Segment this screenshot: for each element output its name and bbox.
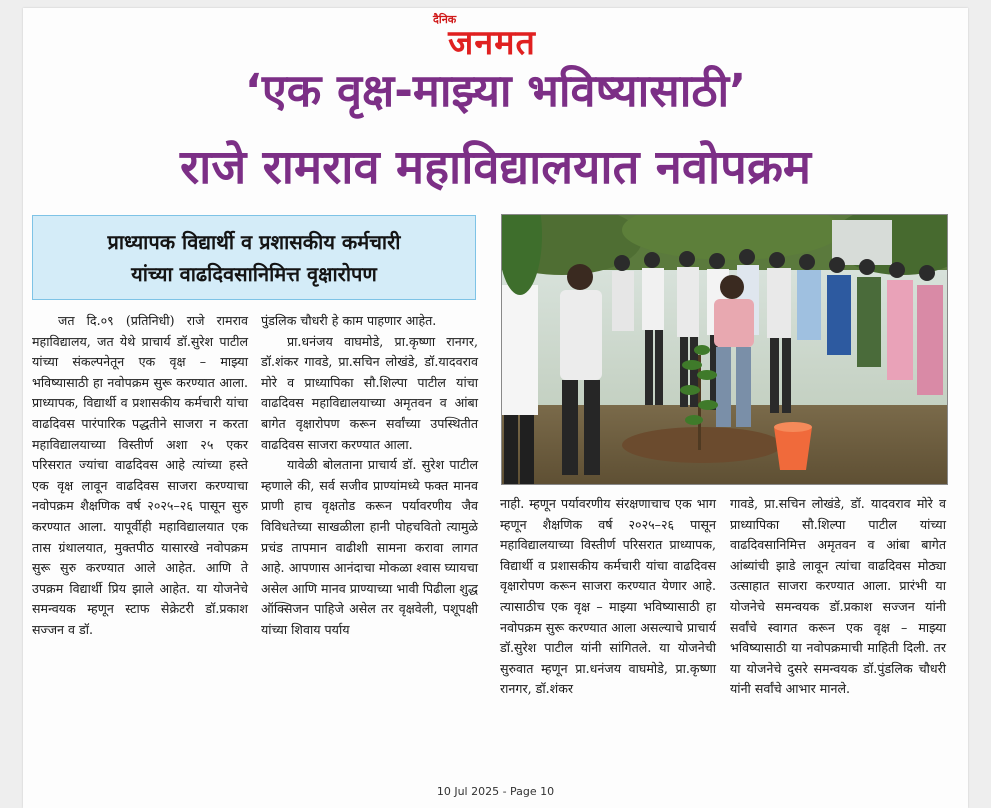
tree-plantation-photo [501, 214, 948, 485]
masthead [397, 12, 597, 64]
headline-line-2: राजे रामराव महाविद्यालयात नवोपक्रम [179, 140, 812, 195]
article-column-1 [32, 311, 248, 641]
masthead-daily-label: दैनिक [433, 13, 457, 26]
subheadline-line-2: यांच्या वाढदिवसानिमित्त वृक्षारोपण [131, 262, 377, 286]
article-paragraph: प्रा.धनंजय वाघमोडे, प्रा.कृष्णा रानगर, डॉ.शंकर गावडे, प्रा.सचिन लोखंडे, डॉ.यादवराव मोरे व प्राध्यापिका सौ.शिल्पा पाटील यांचा वाढदिवस महाविद्यालयाच्या अमृतवन व आंबा बागेत वृक्षारोपण करून सर्वांच्या उपस्थितीत वाढदिवस साजरा करण्यात आला. [261, 333, 478, 452]
article-paragraph: पुंडलिक चौधरी हे काम पाहणार आहेत. [261, 313, 437, 328]
article-paragraph: यावेळी बोलताना प्राचार्य डॉ. सुरेश पाटील म्हणाले की, सर्व सजीव प्राण्यांमध्ये फक्त मानव प्राणी हाच वृक्षतोड करून पर्यावरणीय जैव विविधतेच्या साखळीला हानी पोहचवितो त्यामुळे प्रचंड तापमान वाढीशी सामना करावा लागत आहे. आपणास आनंदाचा मोकळा श्वास घ्यायचा असेल आणि मानव प्राण्याच्या भावी पिढीला शुद्ध ऑक्सिजन पाहिजे असेल तर वृक्षवेली, पशूपक्षी यांच्या शिवाय पर्याय [261, 457, 478, 637]
headline-line-1: ‘एक वृक्ष-माझ्या भविष्यासाठी’ [244, 64, 747, 117]
article-paragraph: गावडे, प्रा.सचिन लोखंडे, डॉ. यादवराव मोरे व प्राध्यापिका सौ.शिल्पा पाटील यांच्या वाढदिवसानिमित्त अमृतवन व आंबा बागेत आंब्यांची झाडे लावून त्यांचा वाढदिवस मोठ्या उत्साहात साजरा करण्यात आला. प्रारंभी या योजनेचे समन्वयक डॉ.प्रकाश सज्जन यांनी सर्वांचे स्वागत करून एक वृक्ष – माझ्या भविष्यासाठी या नवोपक्रमाची माहिती दिली. तर या योजनेचे दुसरे समन्वयक डॉ.पुंडलिक चौधरी यांनी सर्वांचे आभार मानले. [730, 496, 946, 697]
masthead-logo: जनमत [448, 23, 536, 63]
page-footer: 10 Jul 2025 - Page 10 [436, 785, 555, 798]
article-column-2 [261, 311, 478, 641]
photo-illustration [502, 215, 948, 485]
subheadline-line-1: प्राध्यापक विद्यार्थी व प्रशासकीय कर्मचारी [107, 230, 401, 254]
article-column-4 [730, 494, 946, 700]
article-paragraph: जत दि.०९ (प्रतिनिधी) राजे रामराव महाविद्यालय, जत येथे प्राचार्य डॉ.सुरेश पाटील यांच्या संकल्पनेतून एक वृक्ष – माझ्या भविष्यासाठी हा नवोपक्रम सुरू करण्यात आला. प्राध्यापक, विद्यार्थी व प्रशासकीय कर्मचारी यांचा वाढदिवस पारंपारिक पद्धतीने साजरा न करता महाविद्यालयाच्या विस्तीर्ण अशा २५ एकर परिसरात ज्यांचा वाढदिवस आहे त्यांच्या हस्ते एक वृक्ष लावून वाढदिवस साजरा करण्याचा नवोपक्रम शैक्षणिक वर्ष २०२५–२६ पासून सुरु करण्यात आला. यापूर्वीही महाविद्यालयात एक तास ग्रंथालयात, मुक्तपीठ यासारखे नवोपक्रम सुरू सुरु करण्यात आले आहेत. आणि ते उपक्रम विद्यार्थी प्रिय झाले आहेत. या योजनेचे समन्वयक म्हणून स्टाफ सेक्रेटरी डॉ.प्रकाश सज्जन व डॉ. [32, 313, 248, 637]
article-column-3 [500, 494, 716, 700]
subheadline-box [32, 215, 476, 300]
article-paragraph: नाही. म्हणून पर्यावरणीय संरक्षणाचाच एक भाग म्हणून शैक्षणिक वर्ष २०२५–२६ पासून महाविद्यालयाच्या विस्तीर्ण परिसरात प्राध्यापक, विद्यार्थी व प्रशासकीय कर्मचारी यांचा वाढदिवस वृक्षारोपण करून साजरा करण्यात येणार आहे. त्यासाठीच एक वृक्ष – माझ्या भविष्यासाठी हा नवोपक्रम सुरू करण्यात आला असल्याचे प्राचार्य डॉ.सुरेश पाटील यांनी सांगितले. या योजनेची सुरुवात म्हणून प्रा.धनंजय वाघमोडे, प्रा.कृष्णा रानगर, डॉ.शंकर [500, 496, 716, 697]
